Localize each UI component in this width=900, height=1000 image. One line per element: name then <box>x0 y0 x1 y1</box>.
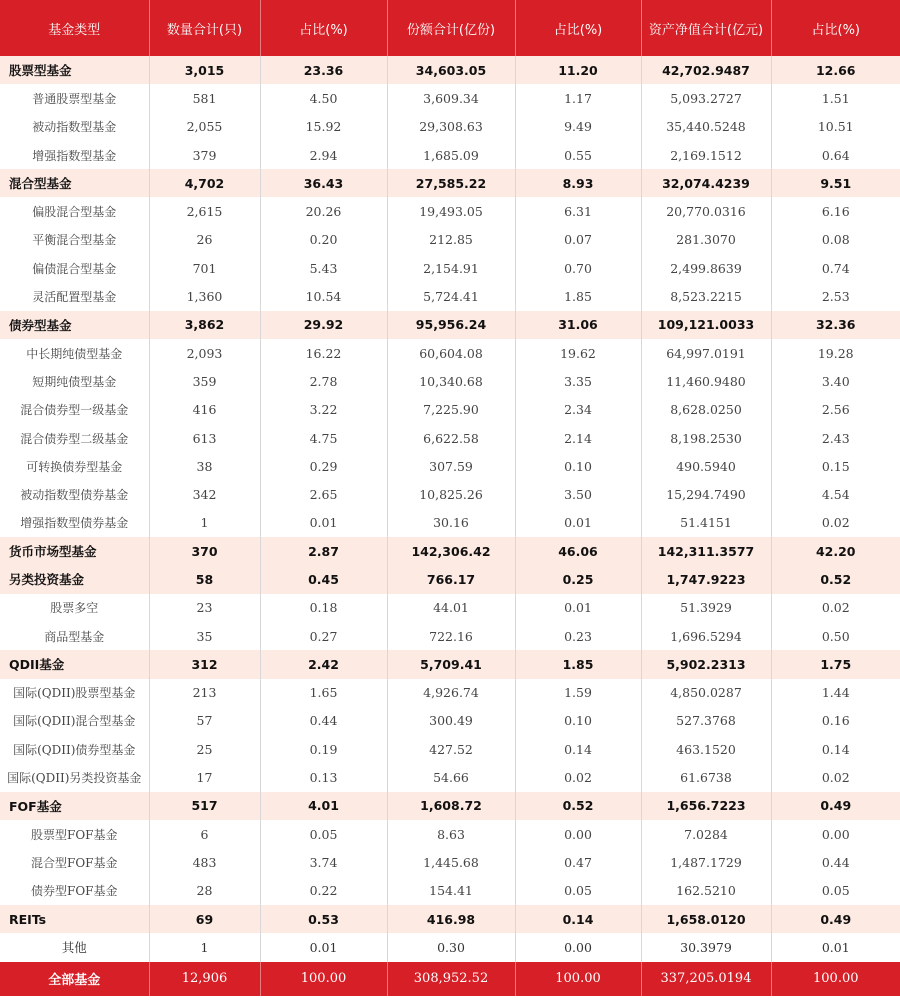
total-count: 12,906 <box>149 962 260 996</box>
cell-units-share: 2.14 <box>515 424 641 452</box>
cell-nav-share: 0.52 <box>820 571 852 587</box>
cell-units-share: 0.00 <box>515 933 641 961</box>
cell-count-share: 0.18 <box>260 594 387 622</box>
subcategory-row <box>0 735 900 763</box>
cell-count: 342 <box>149 480 260 508</box>
cell-nav-share: 0.02 <box>821 515 850 531</box>
cell-units: 6,622.58 <box>387 424 515 452</box>
cell-units: 5,724.41 <box>387 282 515 310</box>
cell-units-share: 8.93 <box>515 169 641 197</box>
cell-units-share: 0.47 <box>515 848 641 876</box>
cell-units-share: 0.10 <box>515 452 641 480</box>
total-nav: 337,205.0194 <box>641 962 771 996</box>
cell-count: 38 <box>149 452 260 480</box>
cell-units: 19,493.05 <box>387 197 515 225</box>
cell-count-share: 3.22 <box>260 396 387 424</box>
cell-units-share: 3.50 <box>515 480 641 508</box>
cell-count: 2,055 <box>149 113 260 141</box>
cell-count: 35 <box>149 622 260 650</box>
cell-fund-type: 商品型基金 <box>0 622 149 650</box>
cell-units: 10,340.68 <box>387 367 515 395</box>
subcategory-row <box>0 367 900 395</box>
cell-count: 3,862 <box>149 311 260 339</box>
cell-units-share: 0.02 <box>515 763 641 791</box>
cell-units: 29,308.63 <box>387 113 515 141</box>
cell-count: 701 <box>149 254 260 282</box>
cell-count: 25 <box>149 735 260 763</box>
cell-fund-type: 偏债混合型基金 <box>0 254 149 282</box>
cell-count-share: 5.43 <box>260 254 387 282</box>
cell-nav: 527.3768 <box>641 707 771 735</box>
cell-units: 416.98 <box>387 905 515 933</box>
cell-fund-type: 货币市场型基金 <box>0 537 149 565</box>
cell-units-share: 0.01 <box>515 594 641 622</box>
total-row <box>0 962 900 996</box>
cell-count-share: 2.42 <box>260 650 387 678</box>
cell-nav-share: 0.01 <box>821 939 850 955</box>
cell-nav-share: 1.75 <box>820 656 852 672</box>
cell-units-share: 0.00 <box>515 820 641 848</box>
header-count-share: 占比(%) <box>260 0 387 56</box>
cell-fund-type: 混合型基金 <box>0 169 149 197</box>
cell-nav: 8,523.2215 <box>641 282 771 310</box>
cell-count: 58 <box>149 565 260 593</box>
cell-nav: 109,121.0033 <box>641 311 771 339</box>
cell-units: 34,603.05 <box>387 56 515 84</box>
subcategory-row <box>0 480 900 508</box>
cell-count: 379 <box>149 141 260 169</box>
subcategory-row <box>0 84 900 112</box>
cell-units: 10,825.26 <box>387 480 515 508</box>
cell-units-share: 0.14 <box>515 905 641 933</box>
cell-units-share: 0.01 <box>515 509 641 537</box>
cell-fund-type: QDII基金 <box>0 650 149 678</box>
cell-units-share: 46.06 <box>515 537 641 565</box>
cell-units-share: 0.14 <box>515 735 641 763</box>
cell-fund-type: 增强指数型债券基金 <box>0 509 149 537</box>
cell-units: 7,225.90 <box>387 396 515 424</box>
cell-count: 213 <box>149 679 260 707</box>
total-label: 全部基金 <box>0 962 149 996</box>
cell-units: 27,585.22 <box>387 169 515 197</box>
cell-fund-type: 中长期纯债型基金 <box>0 339 149 367</box>
total-units: 308,952.52 <box>387 962 515 996</box>
subcategory-row <box>0 141 900 169</box>
cell-units-share: 0.10 <box>515 707 641 735</box>
cell-count-share: 0.27 <box>260 622 387 650</box>
cell-nav-share: 0.14 <box>821 741 850 757</box>
cell-count-share: 0.53 <box>260 905 387 933</box>
cell-count-share: 2.94 <box>260 141 387 169</box>
subcategory-row <box>0 707 900 735</box>
cell-fund-type: 债券型FOF基金 <box>0 877 149 905</box>
cell-nav: 5,093.2727 <box>641 84 771 112</box>
cell-nav: 2,169.1512 <box>641 141 771 169</box>
cell-units-share: 31.06 <box>515 311 641 339</box>
cell-nav: 51.3929 <box>641 594 771 622</box>
cell-count-share: 36.43 <box>260 169 387 197</box>
cell-nav: 20,770.0316 <box>641 197 771 225</box>
subcategory-row <box>0 396 900 424</box>
cell-count-share: 4.01 <box>260 792 387 820</box>
cell-units-share: 9.49 <box>515 113 641 141</box>
cell-nav: 490.5940 <box>641 452 771 480</box>
cell-count: 370 <box>149 537 260 565</box>
cell-units-share: 0.23 <box>515 622 641 650</box>
cell-fund-type: 混合债券型一级基金 <box>0 396 149 424</box>
cell-units-share: 2.34 <box>515 396 641 424</box>
subcategory-row <box>0 113 900 141</box>
cell-nav-share: 2.56 <box>821 402 850 418</box>
cell-nav: 30.3979 <box>641 933 771 961</box>
cell-nav: 463.1520 <box>641 735 771 763</box>
cell-nav: 2,499.8639 <box>641 254 771 282</box>
cell-units-share: 0.55 <box>515 141 641 169</box>
cell-count: 1 <box>149 933 260 961</box>
category-row <box>0 650 900 678</box>
cell-count-share: 20.26 <box>260 197 387 225</box>
cell-fund-type: 混合债券型二级基金 <box>0 424 149 452</box>
cell-units: 766.17 <box>387 565 515 593</box>
cell-fund-type: 股票多空 <box>0 594 149 622</box>
cell-nav: 1,487.1729 <box>641 848 771 876</box>
subcategory-row <box>0 594 900 622</box>
header-fund-type: 基金类型 <box>0 0 149 56</box>
cell-nav: 1,658.0120 <box>641 905 771 933</box>
category-row <box>0 792 900 820</box>
cell-units: 4,926.74 <box>387 679 515 707</box>
cell-fund-type: FOF基金 <box>0 792 149 820</box>
cell-count: 23 <box>149 594 260 622</box>
cell-count-share: 0.44 <box>260 707 387 735</box>
cell-nav-share: 0.49 <box>820 911 852 927</box>
category-row <box>0 565 900 593</box>
cell-nav: 15,294.7490 <box>641 480 771 508</box>
cell-nav: 1,747.9223 <box>641 565 771 593</box>
cell-units: 5,709.41 <box>387 650 515 678</box>
cell-units: 212.85 <box>387 226 515 254</box>
cell-count: 1 <box>149 509 260 537</box>
cell-units: 1,608.72 <box>387 792 515 820</box>
cell-nav: 5,902.2313 <box>641 650 771 678</box>
cell-count-share: 4.75 <box>260 424 387 452</box>
cell-nav-share: 10.51 <box>817 119 854 135</box>
cell-nav-share: 0.44 <box>821 854 850 870</box>
cell-units-share: 11.20 <box>515 56 641 84</box>
cell-units: 44.01 <box>387 594 515 622</box>
subcategory-row <box>0 509 900 537</box>
cell-nav: 142,311.3577 <box>641 537 771 565</box>
total-units-share: 100.00 <box>515 962 641 996</box>
cell-fund-type: 股票型基金 <box>0 56 149 84</box>
cell-fund-type: REITs <box>0 905 149 933</box>
cell-units-share: 0.05 <box>515 877 641 905</box>
subcategory-row <box>0 282 900 310</box>
cell-units-share: 1.85 <box>515 282 641 310</box>
cell-nav-share: 0.00 <box>821 826 850 842</box>
cell-nav-share: 0.50 <box>821 628 850 644</box>
cell-count: 483 <box>149 848 260 876</box>
cell-nav: 64,997.0191 <box>641 339 771 367</box>
cell-count-share: 0.20 <box>260 226 387 254</box>
cell-nav: 11,460.9480 <box>641 367 771 395</box>
cell-count: 517 <box>149 792 260 820</box>
cell-nav-share: 0.74 <box>821 260 850 276</box>
cell-units-share: 0.52 <box>515 792 641 820</box>
cell-fund-type: 国际(QDII)混合型基金 <box>0 707 149 735</box>
cell-units-share: 19.62 <box>515 339 641 367</box>
cell-units-share: 0.25 <box>515 565 641 593</box>
cell-count-share: 0.29 <box>260 452 387 480</box>
cell-units: 60,604.08 <box>387 339 515 367</box>
cell-units-share: 0.07 <box>515 226 641 254</box>
cell-units: 8.63 <box>387 820 515 848</box>
cell-count: 17 <box>149 763 260 791</box>
cell-count-share: 2.65 <box>260 480 387 508</box>
cell-units-share: 1.59 <box>515 679 641 707</box>
cell-nav: 35,440.5248 <box>641 113 771 141</box>
cell-count: 416 <box>149 396 260 424</box>
cell-count-share: 15.92 <box>260 113 387 141</box>
subcategory-row <box>0 424 900 452</box>
cell-count: 581 <box>149 84 260 112</box>
cell-units: 427.52 <box>387 735 515 763</box>
cell-count-share: 0.45 <box>260 565 387 593</box>
cell-nav-share: 6.16 <box>821 204 850 220</box>
subcategory-row <box>0 226 900 254</box>
cell-count-share: 29.92 <box>260 311 387 339</box>
header-units-share: 占比(%) <box>515 0 641 56</box>
cell-nav-share: 0.05 <box>821 883 850 899</box>
cell-count-share: 0.13 <box>260 763 387 791</box>
cell-nav: 8,628.0250 <box>641 396 771 424</box>
cell-count-share: 0.22 <box>260 877 387 905</box>
header-units: 份额合计(亿份) <box>387 0 515 56</box>
cell-units: 95,956.24 <box>387 311 515 339</box>
cell-count: 613 <box>149 424 260 452</box>
cell-count: 69 <box>149 905 260 933</box>
header-count: 数量合计(只) <box>149 0 260 56</box>
cell-units: 2,154.91 <box>387 254 515 282</box>
cell-units: 154.41 <box>387 877 515 905</box>
cell-nav: 32,074.4239 <box>641 169 771 197</box>
cell-fund-type: 国际(QDII)另类投资基金 <box>0 763 149 791</box>
cell-fund-type: 国际(QDII)股票型基金 <box>0 679 149 707</box>
subcategory-row <box>0 452 900 480</box>
cell-nav-share: 0.16 <box>821 713 850 729</box>
total-count-share: 100.00 <box>260 962 387 996</box>
cell-nav-share: 12.66 <box>815 62 856 78</box>
cell-units: 307.59 <box>387 452 515 480</box>
cell-count-share: 2.87 <box>260 537 387 565</box>
cell-count: 2,093 <box>149 339 260 367</box>
cell-count-share: 3.74 <box>260 848 387 876</box>
subcategory-row <box>0 820 900 848</box>
subcategory-row <box>0 877 900 905</box>
cell-nav: 4,850.0287 <box>641 679 771 707</box>
cell-count-share: 16.22 <box>260 339 387 367</box>
subcategory-row <box>0 622 900 650</box>
cell-nav: 7.0284 <box>641 820 771 848</box>
category-row <box>0 905 900 933</box>
subcategory-row <box>0 254 900 282</box>
cell-fund-type: 平衡混合型基金 <box>0 226 149 254</box>
cell-count: 28 <box>149 877 260 905</box>
cell-fund-type: 普通股票型基金 <box>0 84 149 112</box>
cell-count: 312 <box>149 650 260 678</box>
cell-fund-type: 其他 <box>0 933 149 961</box>
cell-count: 3,015 <box>149 56 260 84</box>
cell-fund-type: 灵活配置型基金 <box>0 282 149 310</box>
cell-count: 1,360 <box>149 282 260 310</box>
cell-fund-type: 债券型基金 <box>0 311 149 339</box>
cell-nav: 42,702.9487 <box>641 56 771 84</box>
cell-fund-type: 被动指数型债券基金 <box>0 480 149 508</box>
cell-nav-share: 1.44 <box>821 685 850 701</box>
cell-nav: 162.5210 <box>641 877 771 905</box>
cell-nav-share: 1.51 <box>821 90 850 106</box>
cell-nav: 61.6738 <box>641 763 771 791</box>
cell-units: 1,685.09 <box>387 141 515 169</box>
cell-nav-share: 4.54 <box>821 487 850 503</box>
cell-units-share: 1.17 <box>515 84 641 112</box>
cell-nav-share: 9.51 <box>820 175 852 191</box>
cell-count-share: 10.54 <box>260 282 387 310</box>
cell-count-share: 23.36 <box>260 56 387 84</box>
cell-units: 3,609.34 <box>387 84 515 112</box>
total-nav-share: 100.00 <box>813 971 859 986</box>
cell-nav-share: 0.08 <box>821 232 850 248</box>
cell-fund-type: 可转换债券型基金 <box>0 452 149 480</box>
cell-fund-type: 股票型FOF基金 <box>0 820 149 848</box>
cell-fund-type: 增强指数型基金 <box>0 141 149 169</box>
subcategory-row <box>0 763 900 791</box>
cell-nav-share: 3.40 <box>821 373 850 389</box>
cell-nav-share: 0.15 <box>821 458 850 474</box>
cell-units: 142,306.42 <box>387 537 515 565</box>
cell-units-share: 3.35 <box>515 367 641 395</box>
cell-count: 26 <box>149 226 260 254</box>
cell-nav: 51.4151 <box>641 509 771 537</box>
cell-count: 2,615 <box>149 197 260 225</box>
subcategory-row <box>0 848 900 876</box>
table-body <box>0 56 900 962</box>
cell-nav: 1,696.5294 <box>641 622 771 650</box>
cell-fund-type: 国际(QDII)债券型基金 <box>0 735 149 763</box>
cell-units: 0.30 <box>387 933 515 961</box>
cell-count-share: 4.50 <box>260 84 387 112</box>
cell-count: 57 <box>149 707 260 735</box>
cell-nav: 281.3070 <box>641 226 771 254</box>
cell-nav-share: 0.02 <box>821 600 850 616</box>
cell-units: 54.66 <box>387 763 515 791</box>
cell-units: 300.49 <box>387 707 515 735</box>
cell-units-share: 1.85 <box>515 650 641 678</box>
header-row <box>0 0 900 56</box>
header-nav: 资产净值合计(亿元) <box>641 0 771 56</box>
cell-fund-type: 短期纯债型基金 <box>0 367 149 395</box>
cell-count: 6 <box>149 820 260 848</box>
cell-count: 359 <box>149 367 260 395</box>
cell-units: 1,445.68 <box>387 848 515 876</box>
cell-fund-type: 混合型FOF基金 <box>0 848 149 876</box>
cell-fund-type: 偏股混合型基金 <box>0 197 149 225</box>
subcategory-row <box>0 339 900 367</box>
header-nav-share: 占比(%) <box>811 22 860 38</box>
cell-units: 722.16 <box>387 622 515 650</box>
cell-count-share: 1.65 <box>260 679 387 707</box>
category-row <box>0 933 900 961</box>
category-row <box>0 169 900 197</box>
cell-nav-share: 0.49 <box>820 798 852 814</box>
cell-nav-share: 32.36 <box>815 317 856 333</box>
cell-nav-share: 2.43 <box>821 430 850 446</box>
category-row <box>0 56 900 84</box>
cell-count-share: 0.01 <box>260 933 387 961</box>
category-row <box>0 537 900 565</box>
subcategory-row <box>0 679 900 707</box>
cell-count-share: 0.05 <box>260 820 387 848</box>
cell-nav: 1,656.7223 <box>641 792 771 820</box>
subcategory-row <box>0 197 900 225</box>
cell-count-share: 0.19 <box>260 735 387 763</box>
cell-nav-share: 42.20 <box>815 543 856 559</box>
cell-units-share: 6.31 <box>515 197 641 225</box>
cell-nav: 8,198.2530 <box>641 424 771 452</box>
cell-count: 4,702 <box>149 169 260 197</box>
cell-nav-share: 0.64 <box>821 147 850 163</box>
cell-count-share: 2.78 <box>260 367 387 395</box>
cell-nav-share: 19.28 <box>817 345 854 361</box>
category-row <box>0 311 900 339</box>
cell-nav-share: 0.02 <box>821 770 850 786</box>
cell-fund-type: 被动指数型基金 <box>0 113 149 141</box>
cell-nav-share: 2.53 <box>821 289 850 305</box>
cell-fund-type: 另类投资基金 <box>0 565 149 593</box>
cell-units: 30.16 <box>387 509 515 537</box>
cell-count-share: 0.01 <box>260 509 387 537</box>
cell-units-share: 0.70 <box>515 254 641 282</box>
